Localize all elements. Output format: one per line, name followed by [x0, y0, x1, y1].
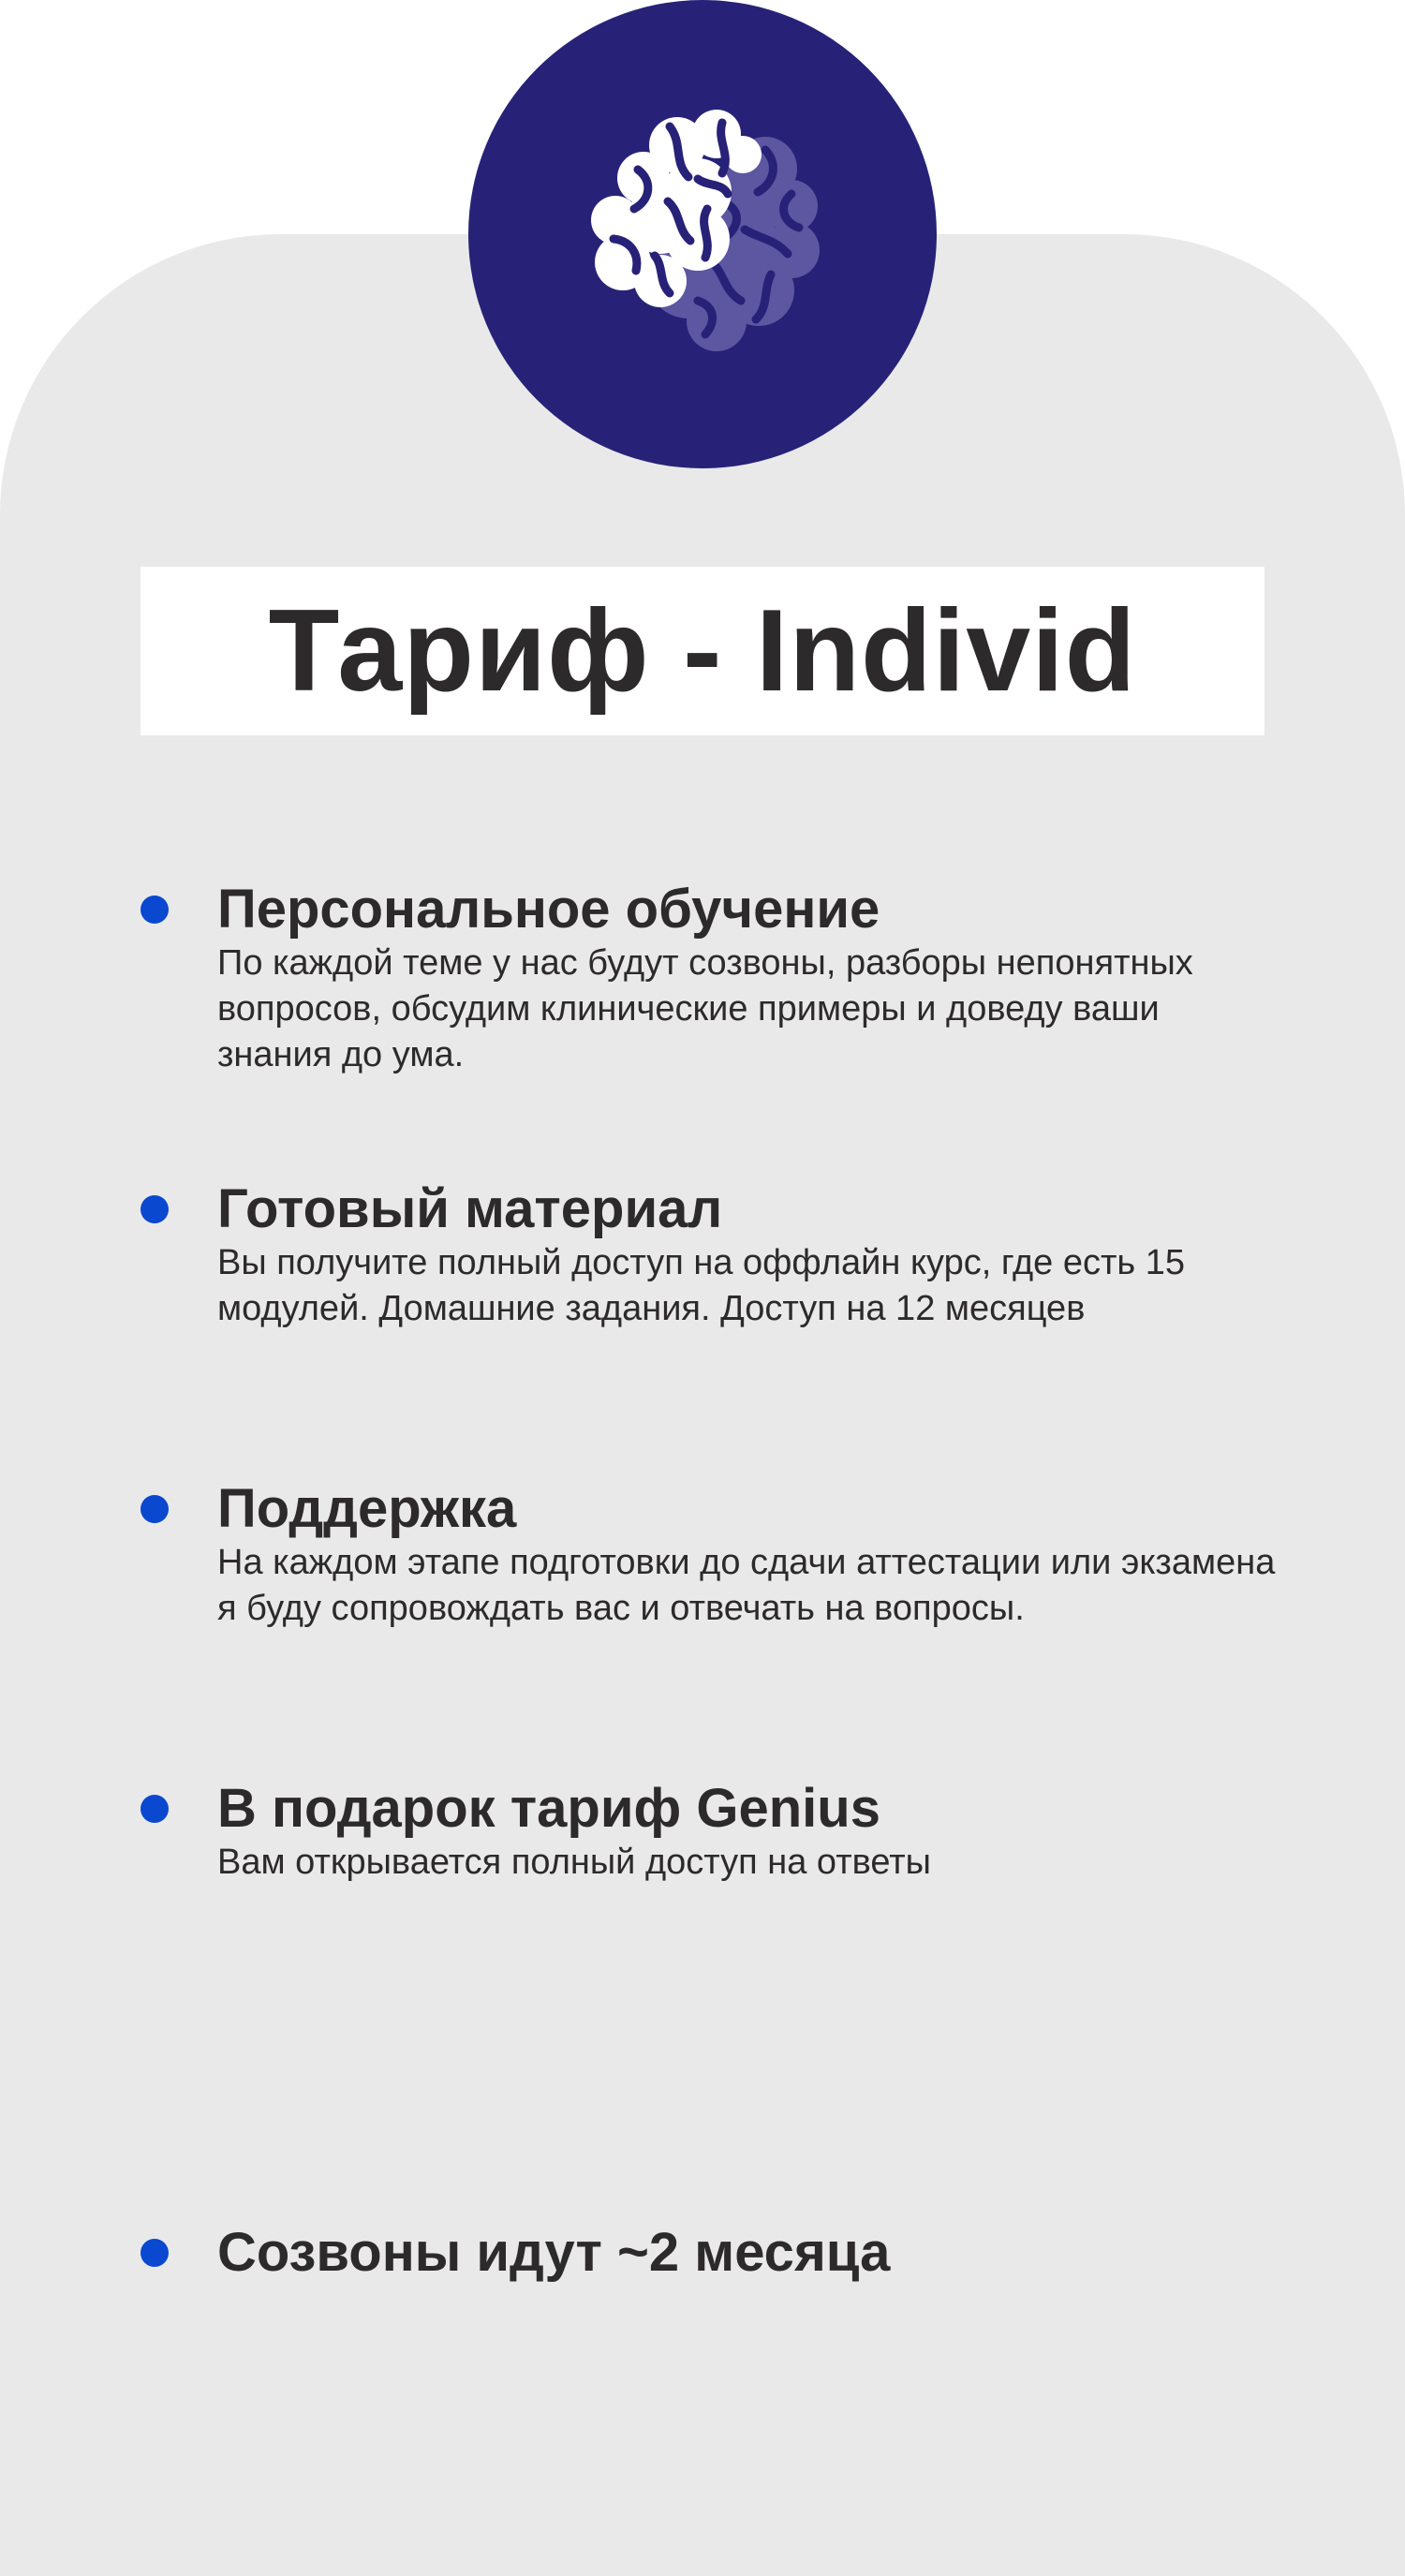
- page-title: Тариф - Individ: [268, 586, 1137, 716]
- bullet-dot-icon: [140, 1195, 169, 1223]
- bullet-dot-icon: [140, 1795, 169, 1823]
- feature-description: На каждом этапе подготовки до сдачи аттестации или экзамена я буду сопровождать вас и отвечать на вопросы.: [217, 1543, 1276, 1628]
- feature-item-personal-training: [140, 879, 1264, 1078]
- feature-title: Готовый материал: [217, 1178, 723, 1239]
- logo-badge: [468, 0, 937, 468]
- title-banner: [140, 567, 1264, 735]
- feature-item-gift-genius: [140, 1778, 1264, 1886]
- feature-title: Созвоны идут ~2 месяца: [217, 2222, 891, 2283]
- feature-description: Вы получите полный доступ на оффлайн курс, где есть 15 модулей. Домашние задания. Доступ на 12 месяцев: [217, 1243, 1185, 1328]
- feature-item-support: [140, 1478, 1276, 1632]
- feature-title: Персональное обучение: [217, 879, 880, 940]
- bullet-dot-icon: [140, 896, 169, 924]
- feature-description: Вам открывается полный доступ на ответы: [217, 1843, 931, 1882]
- feature-description: По каждой теме у нас будут созвоны, разборы непонятных вопросов, обсудим клинические примеры и доведу ваши знания до ума.: [217, 943, 1193, 1074]
- feature-title: Поддержка: [217, 1478, 517, 1539]
- feature-item-calls-duration: [140, 2222, 1264, 2284]
- feature-title: В подарок тариф Genius: [217, 1778, 880, 1839]
- bullet-dot-icon: [140, 1495, 169, 1523]
- feature-item-ready-material: [140, 1178, 1264, 1332]
- brain-icon: [557, 89, 848, 379]
- bullet-dot-icon: [140, 2239, 169, 2267]
